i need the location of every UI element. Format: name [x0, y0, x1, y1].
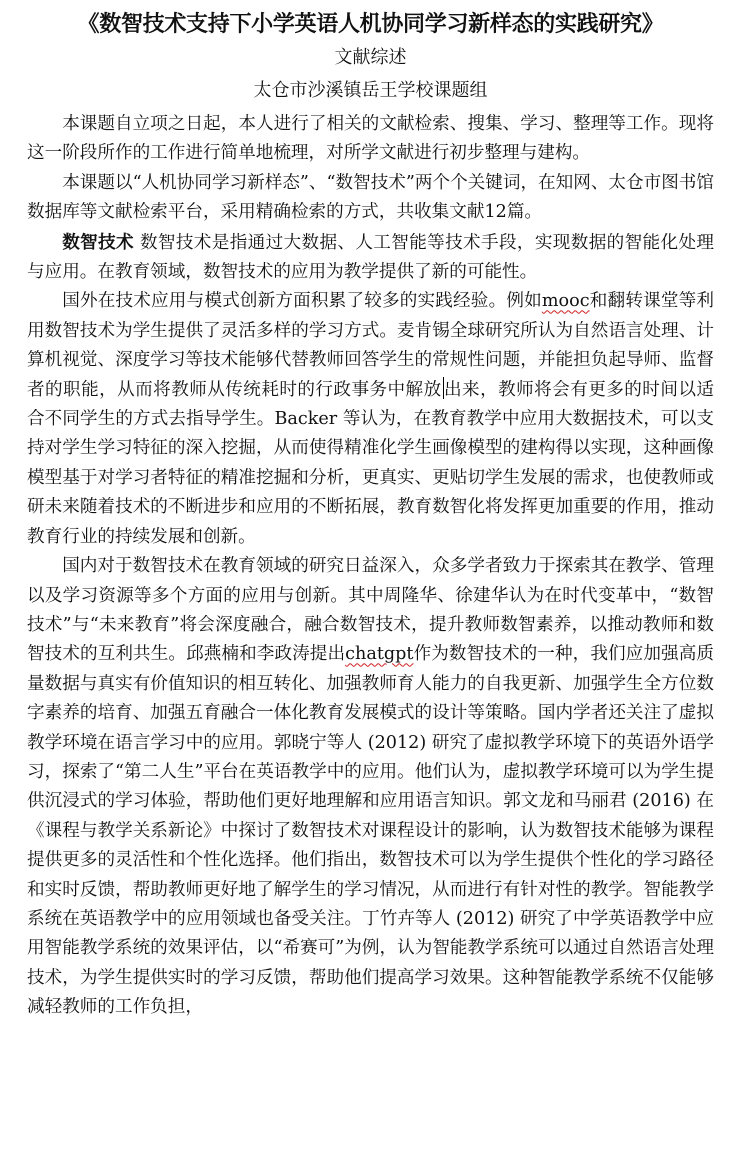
spellcheck-word-chatgpt[interactable]: chatgpt [345, 644, 414, 665]
paragraph-domestic-research [27, 552, 714, 1023]
paragraph-method [27, 169, 714, 228]
foreign-text-a: 国外在技术应用与模式创新方面积累了较多的实践经验。例如 [62, 291, 542, 312]
paragraph-intro-text: 本课题自立项之日起，本人进行了相关的文献检索、搜集、学习、整理等工作。现将这一阶段所作的工作进行简单地梳理，对所学文献进行初步整理与建构。 [27, 114, 714, 164]
paragraph-foreign-research [27, 287, 714, 552]
paragraph-intro [27, 110, 714, 169]
paragraph-method-text: 本课题以“人机协同学习新样态”、“数智技术”两个个关键词，在知网、太仓市图书馆数据库等文献检索平台，采用精确检索的方式，共收集文献12篇。 [27, 172, 714, 223]
document-author: 太仓市沙溪镇岳王学校课题组 [253, 80, 488, 101]
foreign-text-b: 和翻转课堂等利用数智技术为学生提供了灵活多样的学习方式。麦肯锡全球研究所认为自然语言处理、计算机视觉、深度学习等技术能够代替教师回答学生的常规性问题，并能担负起导师、监督者的职能，从而将教师从传统耗时的行政事务中解放 [27, 291, 714, 400]
domestic-text-a: 国内对于数智技术在教育领域的研究日益深入，众多学者致力于探索其在教学、管理以及学习资源等多个方面的应用与创新。其中周隆华、徐建华认为在时代变革中，“数智技术”与“未来教育”将会深度融合，融合数智技术，提升教师数智素养，以推动教师和数智技术的互利共生。邱燕楠和李政涛提出 [27, 556, 714, 665]
spellcheck-word-mooc[interactable]: mooc [541, 291, 590, 312]
document-subtitle: 文献综述 [334, 47, 407, 68]
document-title: 《数智技术支持下小学英语人机协同学习新样态的实践研究》 [77, 11, 664, 37]
paragraph-definition [27, 228, 714, 288]
domestic-text-b: 作为数智技术的一种，我们应加强高质量数据与真实有价值知识的相互转化、加强教师育人能力的自我更新、加强学生全方位数字素养的培育、加强五育融合一体化教育发展模式的设计等策略。国内学者还关注了虚拟教学环境在语言学习中的应用。郭晓宁等人 (2012) 研究了虚拟教学环境下的英语外语学习，探索了“第二人生”平台在英语教学中的应用。他们认为，虚拟教学环境可以为学生提供沉浸式的学习体验，帮助他们更好地理解和应用语言知识。郭文龙和马丽君 (2016) 在《课程与教学关系新论》中探讨了数智技术对课程设计的影响，认为数智技术能够为课程提供更多的灵活性和个性化选择。他们指出，数智技术可以为学生提供个性化的学习路径和实时反馈，帮助教师更好地了解学生的学习情况，从而进行有针对性的教学。智能教学系统在英语教学中的应用领域也备受关注。丁竹卉等人 (2012) 研究了中学英语教学中应用智能教学系统的效果评估，以“希赛可”为例，认为智能教学系统可以通过自然语言处理技术，为学生提供实时的学习反馈，帮助他们提高学习效果。这种智能教学系统不仅能够减轻教师的工作负担， [27, 644, 714, 1018]
definition-term: 数智技术 [62, 231, 134, 253]
foreign-text-c: 出来，教师将会有更多的时间以适合不同学生的方式去指导学生。Backer 等认为，在教育教学中应用大数据技术，可以支持对学生学习特征的深入挖掘，从而使得精准化学生画像模型的建构得以实现，这种画像模型基于对学习者特征的精准挖掘和分析，更真实、更贴切学生发展的需求，也使教师或研未来随着技术的不断进步和应用的不断拓展，教育数智化将发挥更加重要的作用，推动教育行业的持续发展和创新。 [27, 379, 714, 547]
definition-text: 数智技术是指通过大数据、人工智能等技术手段，实现数据的智能化处理与应用。在教育领域，数智技术的应用为教学提供了新的可能性。 [27, 232, 714, 283]
